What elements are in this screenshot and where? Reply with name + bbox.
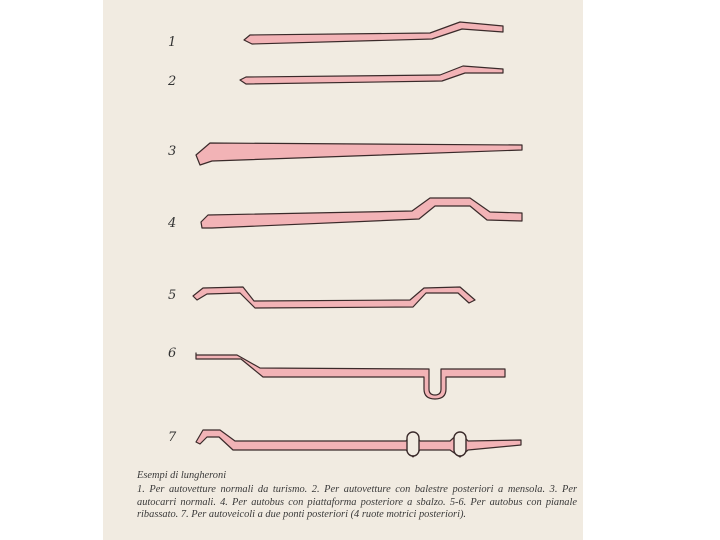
- side-member-2: [240, 66, 503, 84]
- label-4: 4: [168, 216, 177, 231]
- axle-eye-rear: [454, 432, 466, 456]
- caption-title: Esempi di lungheroni: [137, 470, 227, 481]
- label-3: 3: [168, 144, 177, 159]
- side-member-4: [201, 198, 522, 228]
- figure-caption: [137, 470, 577, 522]
- label-6: 6: [168, 346, 177, 361]
- side-member-5: [193, 287, 475, 308]
- label-7: 7: [168, 430, 177, 445]
- side-member-6: [196, 353, 505, 399]
- side-member-3: [196, 143, 522, 165]
- label-5: 5: [168, 288, 177, 303]
- label-2: 2: [168, 74, 177, 89]
- label-1: 1: [168, 35, 177, 50]
- axle-eye-front: [407, 432, 419, 456]
- side-member-1: [244, 22, 503, 44]
- caption-body: 1. Per autovetture normali da turismo. 2. Per autovetture con balestre posteriori a mensola. 3. Per autocarri normali. 4. Per autobus con piattaforma posteriore a sbalzo. 5-6. Per autobus con pianale ribassato. 7. Per autoveicoli a due ponti posteriori (4 ruote motrici posteriori).: [137, 484, 577, 521]
- side-member-7: [196, 430, 521, 457]
